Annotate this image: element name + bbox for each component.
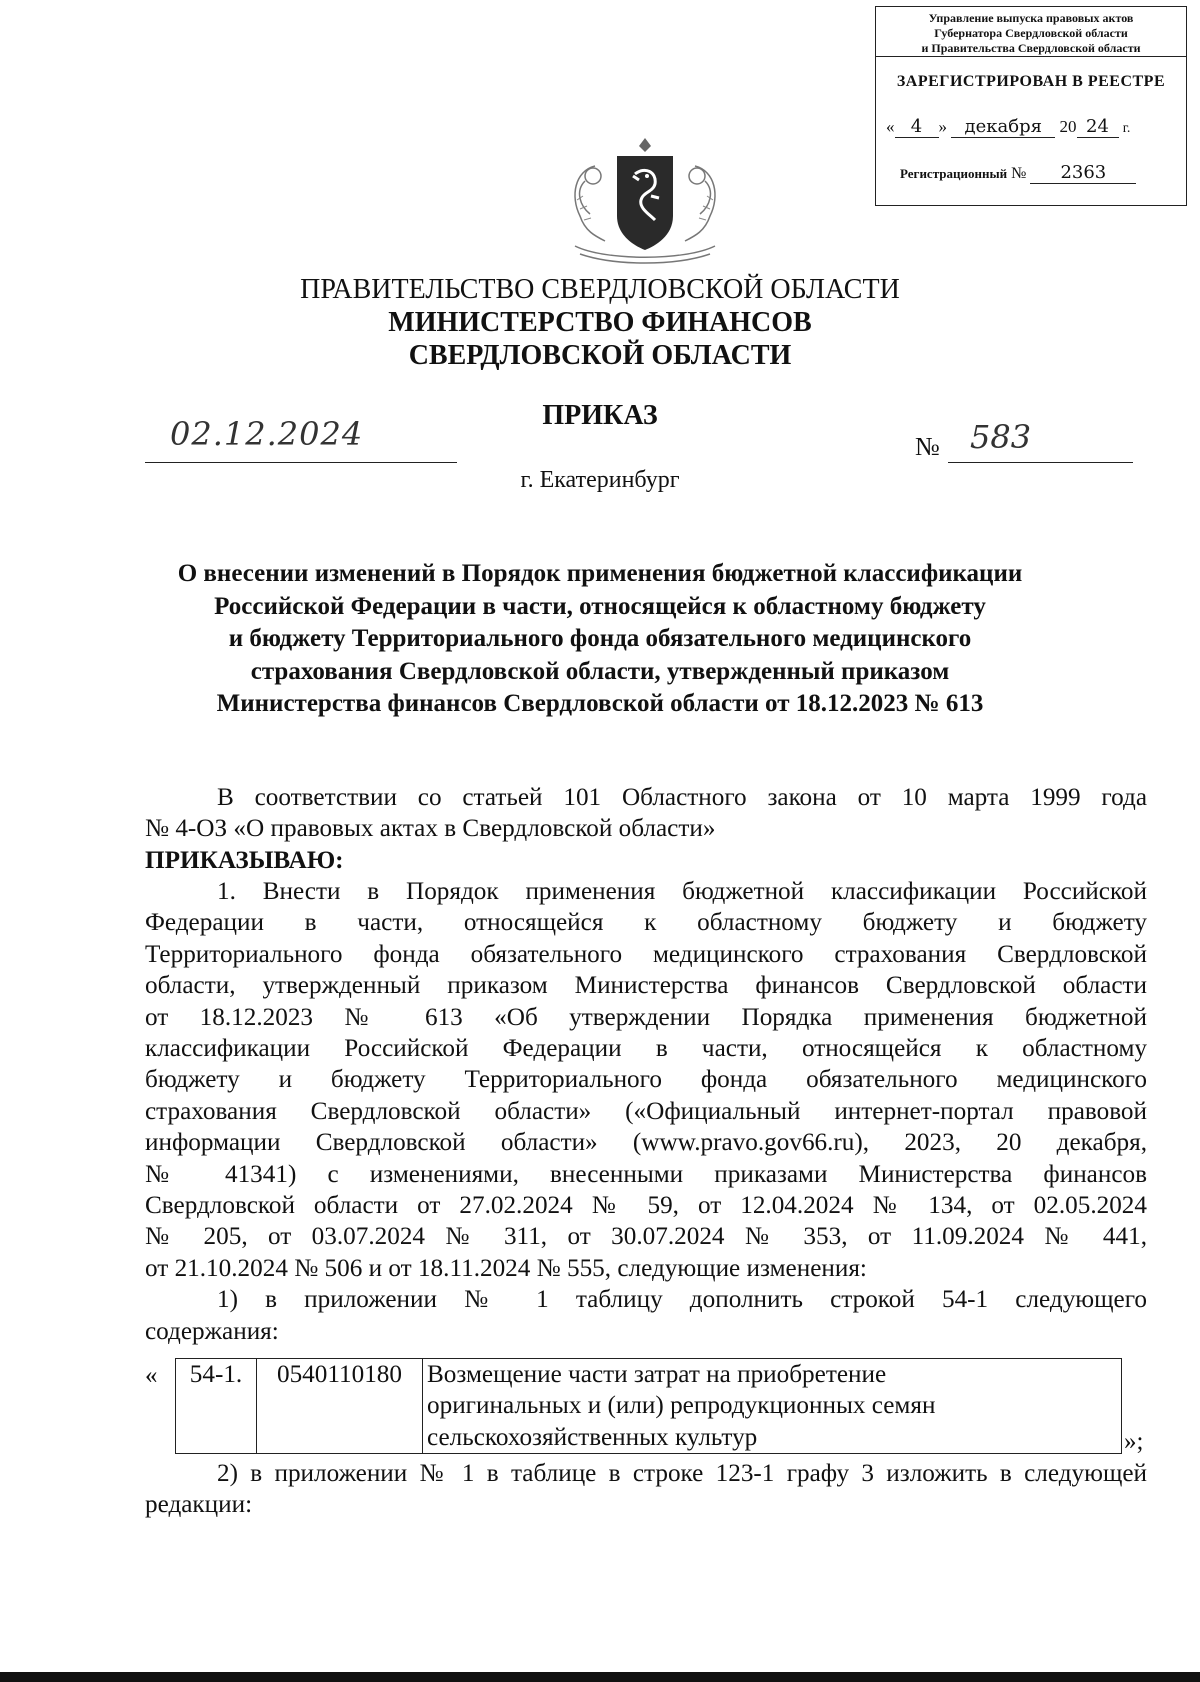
government-name: ПРАВИТЕЛЬСТВО СВЕРДЛОВСКОЙ ОБЛАСТИ [300,274,900,305]
subitem-2-line: редакции: [145,1491,253,1519]
handwritten-number: 583 [970,418,1032,456]
table-spacer-cell [145,1359,176,1454]
stamp-reg-label: Регистрационный [900,166,1008,181]
table-row [145,1359,1122,1454]
title-line: Российской Федерации в части, относящейся к областному бюджету [214,592,986,620]
stamp-quote-open: « [886,117,895,136]
ministry-name [0,306,1200,372]
item-1-line: бюджету и бюджету Территориального фонда обязательного медицинского [145,1066,1147,1094]
item-1-line: Федерации в части, относящейся к областному бюджету и бюджету [145,909,1147,937]
stamp-month: декабря [951,117,1055,138]
preamble [145,782,1147,876]
stamp-no-sign: № [1011,165,1027,182]
item-1-line: информации Свердловской области» (www.pravo.gov66.ru), 2023, 20 декабря, [145,1129,1147,1157]
preamble-line: В соответствии со статьей 101 Областного закона от 10 марта 1999 года [217,784,1147,811]
number-label: № [915,432,940,461]
subitem-2 [145,1458,1147,1521]
table-cell-number: 54-1. [176,1359,257,1454]
item-1-line: области, утвержденный приказом Министерства финансов Свердловской области [145,972,1147,1000]
item-1-line: Свердловской области от 27.02.2024 № 59, от 12.04.2024 № 134, от 02.05.2024 [145,1192,1147,1220]
item-1-line: от 18.12.2023 № 613 «Об утверждении Порядка применения бюджетной [145,1003,1147,1031]
table-cell-description [423,1359,1122,1454]
item-1-line: 1. Внести в Порядок применения бюджетной классификации Российской [217,878,1147,905]
table-cell-code: 0540110180 [257,1359,423,1454]
stamp-reg-number [900,163,1136,184]
title-line: О внесении изменений в Порядок применения бюджетной классификации [177,560,1023,587]
document-type: ПРИКАЗ [542,400,658,431]
subitem-1-line: 1) в приложении № 1 таблицу дополнить строкой 54-1 следующего [217,1286,1147,1314]
stamp-year-prefix: 20 [1059,117,1077,136]
table-quote-open: « [145,1362,158,1389]
item-1-line: страхования Свердловской области» («Официальный интернет-портал правовой [145,1097,1147,1125]
stamp-day: 4 [895,117,939,138]
item-1-line: классификации Российской Федерации в части, относящейся к областному [145,1035,1147,1063]
inserted-table [145,1358,1122,1454]
number-underline [948,462,1133,463]
stamp-reg-value: 2363 [1030,163,1136,184]
city: г. Екатеринбург [520,467,680,493]
preamble-line: № 4-ОЗ «О правовых актах в Свердловской области» [145,815,716,843]
handwritten-date: 02.12.2024 [170,415,364,453]
stamp-header-line: и Правительства Свердловской области [921,41,1141,55]
stamp-header-line: Губернатора Свердловской области [934,26,1128,40]
item-1 [145,876,1147,1347]
scan-bottom-edge [0,1672,1200,1682]
date-underline [145,462,457,463]
stamp-quote-close: » [938,117,947,136]
subitem-1-line: содержания: [145,1317,279,1345]
table-quote-close: »; [1124,1428,1144,1455]
order-word: ПРИКАЗЫВАЮ: [145,846,344,874]
stamp-registered-label: ЗАРЕГИСТРИРОВАН В РЕЕСТРЕ [896,73,1166,90]
title-line: страхования Свердловской области, утвержденный приказом [250,657,950,685]
description-line: Возмещение части затрат на приобретение [427,1361,887,1388]
item-1-line: Территориального фонда обязательного медицинского страхования Свердловской [145,940,1147,968]
title-line: и бюджету Территориального фонда обязательного медицинского [228,625,972,652]
item-1-line: № 41341) с изменениями, внесенными приказами Министерства финансов [145,1160,1147,1188]
item-1-line: № 205, от 03.07.2024 № 311, от 30.07.2024 № 353, от 11.09.2024 № 441, [145,1223,1147,1251]
description-line: оригинальных и (или) репродукционных семян [427,1392,936,1420]
subitem-2-line: 2) в приложении № 1 в таблице в строке 123-1 графу 3 изложить в следующей [217,1460,1147,1487]
ministry-line-1: МИНИСТЕРСТВО ФИНАНСОВ [388,307,812,338]
stamp-year-abbr: г. [1122,121,1131,136]
item-1-line: от 21.10.2024 № 506 и от 18.11.2024 № 555, следующие изменения: [145,1254,867,1282]
ministry-line-2: СВЕРДЛОВСКОЙ ОБЛАСТИ [408,340,792,371]
stamp-date [886,117,1130,138]
registry-stamp [875,6,1187,206]
description-line: сельскохозяйственных культур [427,1423,758,1451]
title-line: Министерства финансов Свердловской области от 18.12.2023 № 613 [216,690,984,717]
stamp-year-suffix: 24 [1077,117,1119,138]
coat-of-arms-icon [555,136,735,266]
stamp-header [876,7,1186,57]
stamp-header-line: Управление выпуска правовых актов [928,11,1134,25]
document-title [0,558,1200,721]
